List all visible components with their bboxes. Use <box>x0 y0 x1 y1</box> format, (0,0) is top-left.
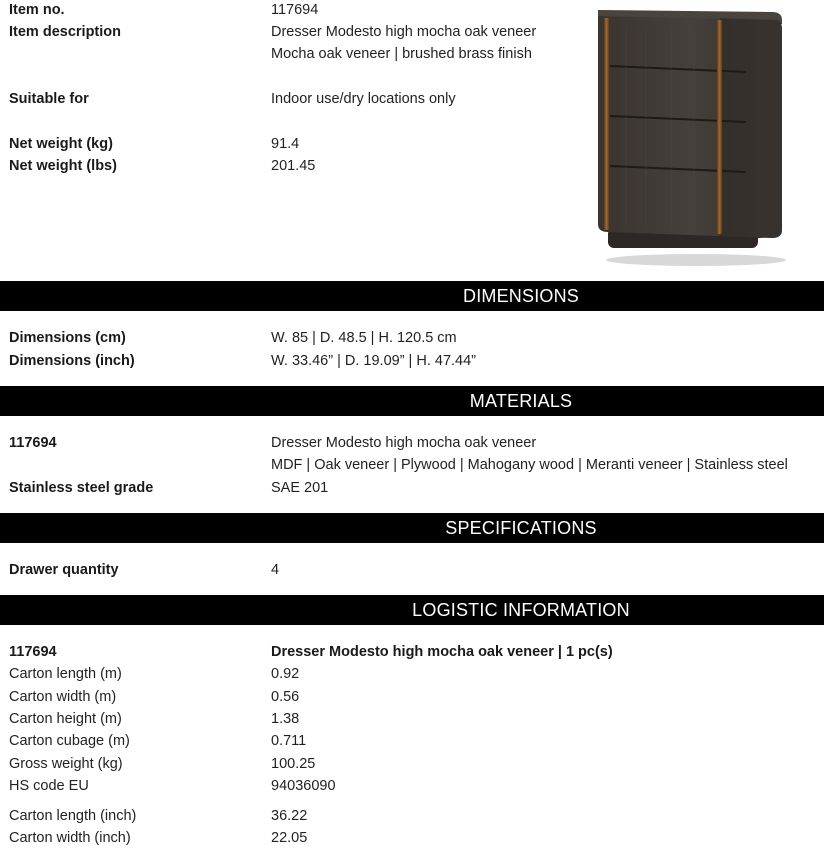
table-row <box>0 731 824 751</box>
logistics-header <box>0 595 824 625</box>
carton-length-inch-label: Carton length (inch) <box>9 808 137 824</box>
suitable-label: Suitable for <box>9 91 89 107</box>
table-row <box>0 828 824 848</box>
logistics-item-label: 117694 <box>9 644 57 660</box>
steel-grade-label: Stainless steel grade <box>9 480 154 496</box>
carton-width-m-label: Carton width (m) <box>9 689 117 705</box>
carton-height-m-label: Carton height (m) <box>9 711 122 727</box>
carton-length-inch-value: 36.22 <box>271 808 308 824</box>
drawer-quantity-value: 4 <box>271 562 280 578</box>
dimensions-cm-value: W. 85 | D. 48.5 | H. 120.5 cm <box>271 330 457 346</box>
item-no-label: Item no. <box>9 2 65 18</box>
dimensions-header <box>0 281 824 311</box>
gross-weight-value: 100.25 <box>271 756 316 772</box>
logistics-item-row <box>0 642 824 662</box>
dimensions-title: DIMENSIONS <box>462 286 580 306</box>
net-weight-lbs-value: 201.45 <box>271 158 316 174</box>
table-row <box>0 687 824 707</box>
net-weight-kg-value: 91.4 <box>271 136 300 152</box>
table-row <box>0 664 824 684</box>
table-row <box>0 754 824 774</box>
materials-title: MATERIALS <box>469 391 573 411</box>
item-description-value: Dresser Modesto high mocha oak veneer <box>271 24 537 40</box>
dimensions-cm-row <box>0 328 824 348</box>
net-weight-kg-label: Net weight (kg) <box>9 136 113 152</box>
steel-grade-value: SAE 201 <box>271 480 329 496</box>
hs-code-value: 94036090 <box>271 778 336 794</box>
suitable-value: Indoor use/dry locations only <box>271 91 456 107</box>
carton-width-m-value: 0.56 <box>271 689 300 705</box>
table-row <box>0 806 824 826</box>
dimensions-inch-label: Dimensions (inch) <box>9 353 135 369</box>
logistics-item-value: Dresser Modesto high mocha oak veneer | 1 pc(s) <box>271 644 613 660</box>
materials-item-value: Dresser Modesto high mocha oak veneer <box>271 435 537 451</box>
carton-width-inch-value: 22.05 <box>271 830 308 846</box>
item-no-value: 117694 <box>271 2 319 18</box>
specifications-title: SPECIFICATIONS <box>445 518 597 538</box>
carton-cubage-label: Carton cubage (m) <box>9 733 130 749</box>
item-finish-value: Mocha oak veneer | brushed brass finish <box>271 46 532 62</box>
table-row <box>0 709 824 729</box>
materials-header <box>0 386 824 416</box>
table-row <box>0 776 824 796</box>
materials-list-row <box>0 455 824 475</box>
item-description-label: Item description <box>9 24 121 40</box>
net-weight-lbs-label: Net weight (lbs) <box>9 158 117 174</box>
carton-length-m-label: Carton length (m) <box>9 666 122 682</box>
materials-item-label: 117694 <box>9 435 57 451</box>
carton-height-m-value: 1.38 <box>271 711 300 727</box>
logistics-title: LOGISTIC INFORMATION <box>412 600 630 620</box>
dimensions-cm-label: Dimensions (cm) <box>9 330 126 346</box>
dimensions-inch-value: W. 33.46” | D. 19.09” | H. 47.44” <box>271 353 476 369</box>
drawer-quantity-label: Drawer quantity <box>9 562 119 578</box>
dresser-product-image <box>586 2 796 270</box>
materials-item-row <box>0 433 824 453</box>
hs-code-label: HS code EU <box>9 778 89 794</box>
carton-length-m-value: 0.92 <box>271 666 300 682</box>
carton-cubage-value: 0.711 <box>271 733 307 749</box>
specifications-header <box>0 513 824 543</box>
gross-weight-label: Gross weight (kg) <box>9 756 123 772</box>
carton-width-inch-label: Carton width (inch) <box>9 830 131 846</box>
steel-grade-row <box>0 478 824 498</box>
materials-list-value: MDF | Oak veneer | Plywood | Mahogany wood | Meranti veneer | Stainless steel <box>271 457 788 473</box>
dimensions-inch-row <box>0 351 824 371</box>
drawer-quantity-row <box>0 560 824 580</box>
